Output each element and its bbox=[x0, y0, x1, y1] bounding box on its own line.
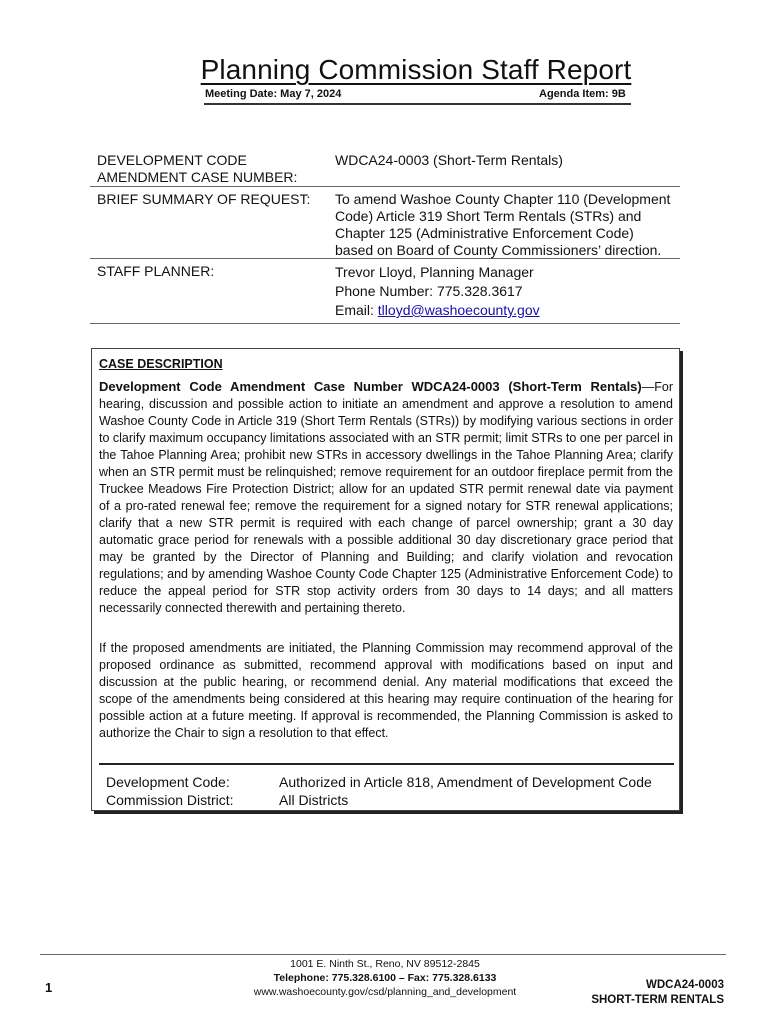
box-divider bbox=[99, 763, 674, 765]
footer-case-type: SHORT-TERM RENTALS bbox=[591, 994, 724, 1006]
footer-case-block bbox=[591, 978, 724, 1008]
brief-summary-line: based on Board of County Commissioners’ direction. bbox=[335, 242, 662, 258]
planner-phone: Phone Number: 775.328.3617 bbox=[335, 283, 523, 299]
case-number-label-line2: AMENDMENT CASE NUMBER: bbox=[97, 169, 298, 185]
case-description-text: —For hearing, discussion and possible action to initiate an amendment and approve a resolution to amend Washoe County Code in Article 319 (Short Term Rentals (STRs)) by modifying various sections in order to clarify maximum occupancy limitations associated with an STR permit; limit STRs to one per parcel in the Tahoe Planning Area; prohibit new STRs in accessory dwellings in the Tahoe Planning Area; clarify when an STR permit must be relinquished; remove requirement for an outdoor fireplace permit from the Truckee Meadows Fire Protection District; allow for an updated STR permit renewal date via payment of a pro-rated renewal fee; remove the requirement for a signed notary for STR renewal applications; clarify that a new STR permit is required with each change of parcel ownership; grant a 30 day automatic grace period for renewals with a possible additional 30 day discretionary grace period that may be granted by the Director of Planning and Building; and clarify violation and revocation regulations; and by amending Washoe County Code Chapter 125 (Administrative Enforcement Code) to reduce the appeal period for STR stop activity orders from 30 days to 14 days; and all matters necessarily connected therewith and pertaining thereto. bbox=[99, 380, 673, 615]
agenda-item: Agenda Item: 9B bbox=[539, 88, 626, 100]
planner-email-row bbox=[335, 301, 680, 320]
footer-divider bbox=[40, 954, 726, 955]
case-number-value: WDCA24-0003 (Short-Term Rentals) bbox=[335, 152, 563, 168]
brief-summary-label: BRIEF SUMMARY OF REQUEST: bbox=[97, 191, 311, 207]
case-title-bold: Development Code Amendment Case Number WDCA24-0003 (Short-Term Rentals) bbox=[99, 379, 642, 394]
brief-summary-line: To amend Washoe County Chapter 110 (Development bbox=[335, 191, 671, 207]
case-number-label bbox=[97, 152, 322, 186]
commission-district-value: All Districts bbox=[279, 792, 349, 808]
development-code-label: Development Code: bbox=[106, 774, 230, 790]
case-description-paragraph-2: If the proposed amendments are initiated, the Planning Commission may recommend approval of the proposed ordinance as submitted, recommend approval with modifications based on input and discussion at the public hearing, or recommend denial. Any material modifications that exceed the scope of the amendments being considered at this hearing may require continuation of the hearing for possible action at a future meeting. If approval is recommended, the Planning Commission is asked to authorize the Chair to sign a resolution to that effect. bbox=[99, 641, 673, 740]
commission-district-label: Commission District: bbox=[106, 792, 234, 808]
brief-summary-line: Code) Article 319 Short Term Rentals (STRs) and bbox=[335, 208, 642, 224]
brief-summary-value bbox=[335, 191, 680, 259]
page-number: 1 bbox=[45, 980, 53, 995]
meeting-date: Meeting Date: May 7, 2024 bbox=[205, 88, 342, 100]
table-row-divider bbox=[90, 258, 680, 259]
footer-website: www.washoecounty.gov/csd/planning_and_development bbox=[253, 986, 517, 998]
report-title: Planning Commission Staff Report bbox=[200, 54, 632, 85]
brief-summary-line: Chapter 125 (Administrative Enforcement Code) bbox=[335, 225, 634, 241]
footer-address: 1001 E. Ninth St., Reno, NV 89512-2845 bbox=[290, 958, 480, 970]
case-description-paragraph-1 bbox=[99, 378, 673, 617]
table-row-divider bbox=[90, 186, 680, 187]
case-number-label-line1: DEVELOPMENT CODE bbox=[97, 152, 247, 168]
staff-planner-value bbox=[335, 263, 680, 320]
planner-email-label: Email: bbox=[335, 302, 378, 318]
planner-name: Trevor Lloyd, Planning Manager bbox=[335, 264, 534, 280]
footer-case-id: WDCA24-0003 bbox=[646, 979, 724, 991]
case-description-heading: CASE DESCRIPTION bbox=[99, 357, 223, 371]
header-divider bbox=[204, 103, 631, 105]
footer-telephone: Telephone: 775.328.6100 – Fax: 775.328.6133 bbox=[273, 972, 497, 984]
staff-planner-label: STAFF PLANNER: bbox=[97, 263, 215, 279]
table-row-divider bbox=[90, 323, 680, 324]
development-code-value: Authorized in Article 818, Amendment of Development Code bbox=[279, 774, 652, 790]
planner-email-link[interactable]: tlloyd@washoecounty.gov bbox=[377, 302, 540, 318]
footer-contact bbox=[200, 957, 570, 999]
